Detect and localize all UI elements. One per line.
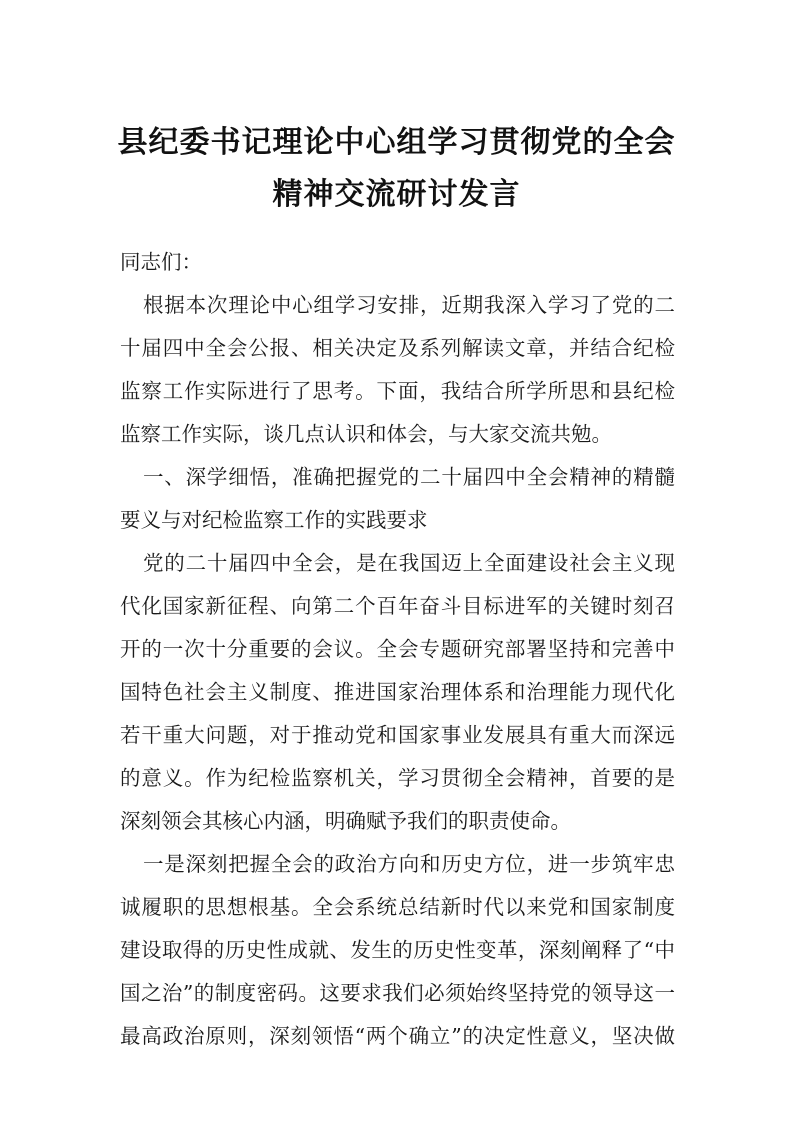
paragraph-line: 的意义。作为纪检监察机关，学习贯彻全会精神，首要的是 bbox=[120, 766, 675, 790]
document-title-line-1: 县纪委书记理论中心组学习贯彻党的全会 bbox=[117, 125, 676, 160]
salutation: 同志们： bbox=[120, 250, 202, 274]
paragraph-line: 若干重大问题，对于推动党和国家事业发展具有重大而深远 bbox=[120, 723, 675, 747]
paragraph-line: 诚履职的思想根基。全会系统总结新时代以来党和国家制度 bbox=[120, 895, 675, 919]
paragraph-line: 十届四中全会公报、相关决定及系列解读文章，并结合纪检 bbox=[120, 336, 675, 360]
paragraph-line: 党的二十届四中全会，是在我国迈上全面建设社会主义现 bbox=[143, 551, 675, 575]
paragraph-line: 根据本次理论中心组学习安排，近期我深入学习了党的二 bbox=[143, 293, 675, 317]
section-heading-line: 一、深学细悟，准确把握党的二十届四中全会精神的精髓 bbox=[143, 465, 675, 489]
paragraph-line: 监察工作实际进行了思考。下面，我结合所学所思和县纪检 bbox=[120, 379, 675, 403]
document-title-line-2: 精神交流研讨发言 bbox=[272, 177, 521, 212]
paragraph-line: 一是深刻把握全会的政治方向和历史方位，进一步筑牢忠 bbox=[143, 852, 675, 876]
paragraph-line: 国特色社会主义制度、推进国家治理体系和治理能力现代化 bbox=[120, 680, 675, 704]
paragraph-line: 开的一次十分重要的会议。全会专题研究部署坚持和完善中 bbox=[120, 637, 675, 661]
paragraph-line: 国之治”的制度密码。这要求我们必须始终坚持党的领导这一 bbox=[120, 981, 675, 1005]
section-heading-line: 要义与对纪检监察工作的实践要求 bbox=[120, 508, 428, 532]
paragraph-line: 建设取得的历史性成就、发生的历史性变革，深刻阐释了“中 bbox=[120, 938, 675, 962]
paragraph-line: 监察工作实际，谈几点认识和体会，与大家交流共勉。 bbox=[120, 422, 612, 446]
paragraph-line: 代化国家新征程、向第二个百年奋斗目标进军的关键时刻召 bbox=[120, 594, 675, 618]
paragraph-line: 最高政治原则，深刻领悟“两个确立”的决定性意义，坚决做 bbox=[120, 1024, 675, 1048]
paragraph-line: 深刻领会其核心内涵，明确赋予我们的职责使命。 bbox=[120, 809, 571, 833]
